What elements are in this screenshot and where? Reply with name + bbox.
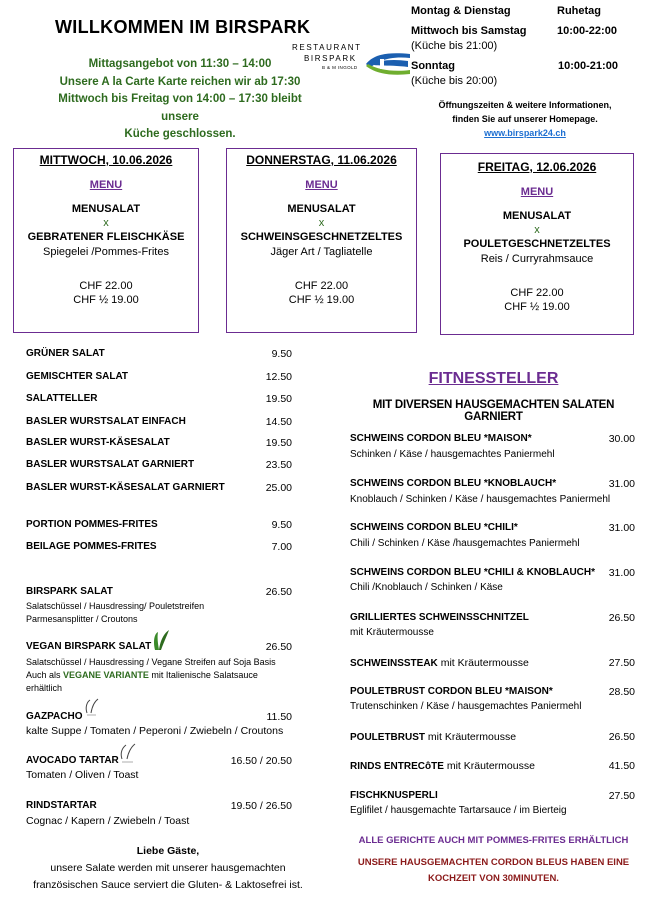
menu-item-price: 26.50	[265, 586, 292, 598]
menu-side: Reis / Curryrahmsauce	[480, 253, 594, 265]
logo-text: BIRSPARK	[304, 54, 357, 63]
menu-item-price: 31.00	[608, 567, 635, 579]
menu-item-price: 16.50 / 20.50	[230, 755, 292, 767]
menu-item-name: BASLER WURSTSALAT EINFACH	[26, 416, 186, 427]
lunch-info	[40, 56, 320, 144]
homepage-info	[405, 98, 645, 140]
logo-text: B & M INGOLD	[322, 65, 358, 70]
menu-item-price: 26.50	[608, 612, 635, 624]
menu-main: SCHWEINSGESCHNETZELTES	[240, 231, 403, 243]
menu-item-name	[350, 760, 535, 772]
menu-item-price: 31.00	[608, 478, 635, 490]
menu-starter: MENUSALAT	[502, 210, 572, 222]
menu-item-desc: Schinken / Käse / hausgemachtes Paniermehl	[350, 449, 555, 460]
guest-note	[20, 843, 316, 894]
note-line: UNSERE HAUSGEMACHTEN CORDON BLEUS HABEN EINE	[357, 857, 630, 868]
section-subtitle: MIT DIVERSEN HAUSGEMACHTEN SALATEN GARNIERT	[372, 399, 615, 423]
info-line: Öffnungszeiten & weitere Informationen,	[438, 100, 612, 110]
menu-item-name: SCHWEINS CORDON BLEU *MAISON*	[350, 433, 532, 444]
menu-separator: x	[318, 217, 325, 229]
menu-item-name: GRILLIERTES SCHWEINSSCHNITZEL	[350, 612, 529, 623]
menu-price: CHF 22.00	[79, 280, 133, 292]
vegan-leaf-icon	[151, 628, 171, 652]
menu-item-desc: kalte Suppe / Tomaten / Peperoni / Zwiebeln / Croutons	[26, 725, 284, 737]
note-line: KOCHZEIT VON 30MINUTEN.	[428, 873, 559, 884]
menu-item-price: 31.00	[608, 522, 635, 534]
hours-day: Sonntag	[411, 60, 455, 72]
menu-item-desc: Tomaten / Oliven / Toast	[26, 769, 139, 781]
lunch-line: Unsere A la Carte Karte reichen wir ab 17:30	[59, 75, 301, 88]
menu-item-desc: Chili / Schinken / Käse /hausgemachtes Paniermehl	[350, 538, 580, 549]
menu-item-desc: Salatschüssel / Hausdressing/ Pouletstreifen	[26, 601, 205, 611]
restaurant-logo	[290, 40, 414, 80]
menu-item-price: 11.50	[266, 711, 292, 723]
lunch-line: Mittagsangebot von 11:30 – 14:00	[88, 58, 272, 70]
menu-item-desc: Salatschüssel / Hausdressing / Vegane Streifen auf Soja Basis	[26, 657, 276, 667]
fries-note: ALLE GERICHTE AUCH MIT POMMES-FRITES ERHÄLTLICH	[358, 835, 629, 846]
day-title: DONNERSTAG, 11.06.2026	[246, 153, 397, 167]
hours-note: (Küche bis 20:00)	[411, 75, 498, 87]
menu-separator: x	[103, 217, 109, 229]
menu-label: MENU	[305, 179, 338, 191]
menu-item-name: VEGAN BIRSPARK SALAT	[26, 641, 152, 652]
menu-item-desc: Eglifilet / hausgemachte Tartarsauce / im Bierteig	[350, 805, 567, 816]
menu-item-name: GRÜNER SALAT	[26, 348, 105, 359]
menu-starter: MENUSALAT	[287, 203, 356, 215]
vegan-leaf-icon	[119, 742, 137, 764]
menu-label: MENU	[520, 186, 554, 198]
item-name-bold: POULETBRUST	[350, 732, 425, 743]
homepage-link[interactable]: www.birspark24.ch	[484, 128, 566, 138]
menu-separator: x	[534, 224, 540, 236]
menu-item-name: BASLER WURST-KÄSESALAT GARNIERT	[26, 482, 225, 493]
menu-item-price: 14.50	[265, 416, 292, 428]
menu-item-price: 28.50	[608, 686, 635, 698]
info-line: finden Sie auf unserer Homepage.	[452, 114, 598, 124]
page-title: WILLKOMMEN IM BIRSPARK	[55, 17, 311, 37]
menu-main: GEBRATENER FLEISCHKÄSE	[27, 231, 185, 243]
guest-note-line: Liebe Gäste,	[136, 845, 200, 857]
hours-note: (Küche bis 21:00)	[411, 40, 498, 52]
menu-item-name: RINDSTARTAR	[26, 800, 97, 811]
menu-item-price: 26.50	[608, 731, 635, 743]
hours-time: 10:00-21:00	[558, 60, 618, 72]
section-title: FITNESSTELLER	[428, 370, 559, 387]
guest-note-line: unsere Salate werden mit unserer hausgemachten	[50, 862, 286, 874]
menu-item-name: SCHWEINS CORDON BLEU *KNOBLAUCH*	[350, 478, 557, 489]
menu-item-name: AVOCADO TARTAR	[26, 755, 119, 766]
menu-item-desc: Trutenschinken / Käse / hausgemachtes Paniermehl	[350, 701, 582, 712]
menu-item-price: 26.50	[265, 641, 292, 653]
menu-item-price: 41.50	[608, 760, 635, 772]
menu-item-price: 27.50	[608, 657, 635, 669]
day-title: FREITAG, 12.06.2026	[477, 160, 597, 174]
hours-day: Mittwoch bis Samstag	[411, 25, 527, 37]
menu-item-name: PORTION POMMES-FRITES	[26, 519, 158, 530]
menu-item-name: GAZPACHO	[26, 711, 83, 722]
menu-price: CHF 22.00	[510, 287, 564, 299]
menu-item-name: SALATTELLER	[26, 393, 98, 404]
desc-text: mit Italienische Salatsauce	[148, 670, 258, 680]
menu-item-name: SCHWEINS CORDON BLEU *CHILI*	[350, 522, 518, 533]
menu-item-name: POULETBRUST CORDON BLEU *MAISON*	[350, 686, 553, 697]
lunch-line: Küche geschlossen.	[124, 128, 236, 140]
menu-item-price: 12.50	[265, 371, 292, 383]
menu-starter: MENUSALAT	[71, 203, 141, 215]
menu-price-half: CHF ½ 19.00	[73, 294, 139, 306]
cooking-time-note	[345, 855, 642, 887]
menu-item-name: FISCHKNUSPERLI	[350, 790, 438, 801]
item-name-suffix: mit Kräutermousse	[437, 657, 529, 669]
menu-item-desc: Cognac / Kapern / Zwiebeln / Toast	[26, 815, 190, 827]
hours-time: Ruhetag	[557, 5, 601, 17]
guest-note-line: französischen Sauce serviert die Gluten- & Laktosefrei ist.	[33, 879, 303, 891]
menu-item-price: 30.00	[608, 433, 635, 445]
vegan-leaf-icon	[84, 697, 100, 717]
desc-text: Auch als	[26, 670, 64, 680]
day-menu-box	[226, 148, 417, 333]
menu-item-price: 9.50	[271, 348, 292, 360]
item-name-bold: RINDS ENTRECôTE	[350, 761, 444, 772]
menu-price-half: CHF ½ 19.00	[504, 301, 570, 313]
menu-item-price: 7.00	[271, 541, 292, 553]
item-name-bold: SCHWEINSSTEAK	[350, 658, 438, 669]
menu-item-name	[350, 731, 516, 743]
menu-item-desc: mit Kräutermousse	[350, 627, 434, 638]
vegan-variant-label: VEGANE VARIANTE	[63, 670, 149, 680]
hours-time: 10:00-22:00	[557, 25, 617, 37]
menu-item-name: BASLER WURSTSALAT GARNIERT	[26, 459, 195, 470]
menu-side: Jäger Art / Tagliatelle	[270, 246, 373, 258]
menu-item-desc: erhältlich	[26, 683, 63, 693]
menu-item-price: 23.50	[265, 459, 292, 471]
hours-day: Montag & Dienstag	[411, 5, 511, 17]
menu-item-price: 27.50	[608, 790, 635, 802]
logo-text: RESTAURANT	[292, 43, 362, 52]
item-name-suffix: mit Kräutermousse	[443, 760, 535, 772]
day-menu-box	[440, 153, 634, 335]
menu-item-name: BIRSPARK SALAT	[26, 586, 113, 597]
day-menu-box	[13, 148, 199, 333]
menu-main: POULETGESCHNETZELTES	[463, 238, 611, 250]
menu-price: CHF 22.00	[294, 280, 349, 292]
menu-item-price: 25.00	[265, 482, 292, 494]
menu-label: MENU	[89, 179, 123, 191]
menu-side: Spiegelei /Pommes-Frites	[43, 246, 169, 258]
menu-item-desc-vegan	[26, 669, 258, 682]
menu-item-price: 9.50	[271, 519, 292, 531]
menu-item-price: 19.50	[265, 393, 292, 405]
day-title: MITTWOCH, 10.06.2026	[39, 153, 173, 167]
menu-item-desc: Knoblauch / Schinken / Käse / hausgemachtes Paniermehl	[350, 494, 611, 505]
menu-item-name: GEMISCHTER SALAT	[26, 371, 129, 382]
menu-item-price: 19.50 / 26.50	[230, 800, 292, 812]
menu-price-half: CHF ½ 19.00	[288, 294, 355, 306]
menu-item-desc: Chili /Knoblauch / Schinken / Käse	[350, 582, 503, 593]
menu-item-name	[350, 657, 529, 669]
menu-item-name: SCHWEINS CORDON BLEU *CHILI & KNOBLAUCH*	[350, 567, 595, 578]
menu-item-desc: Parmesansplitter / Croutons	[26, 614, 138, 624]
lunch-line: Mittwoch bis Freitag von 14:00 – 17:30 bleibt unsere	[58, 93, 302, 123]
menu-item-name: BASLER WURST-KÄSESALAT	[26, 437, 170, 448]
logo-mark-icon	[364, 50, 412, 78]
menu-item-price: 19.50	[265, 437, 292, 449]
item-name-suffix: mit Kräutermousse	[425, 731, 517, 743]
menu-item-name: BEILAGE POMMES-FRITES	[26, 541, 157, 552]
